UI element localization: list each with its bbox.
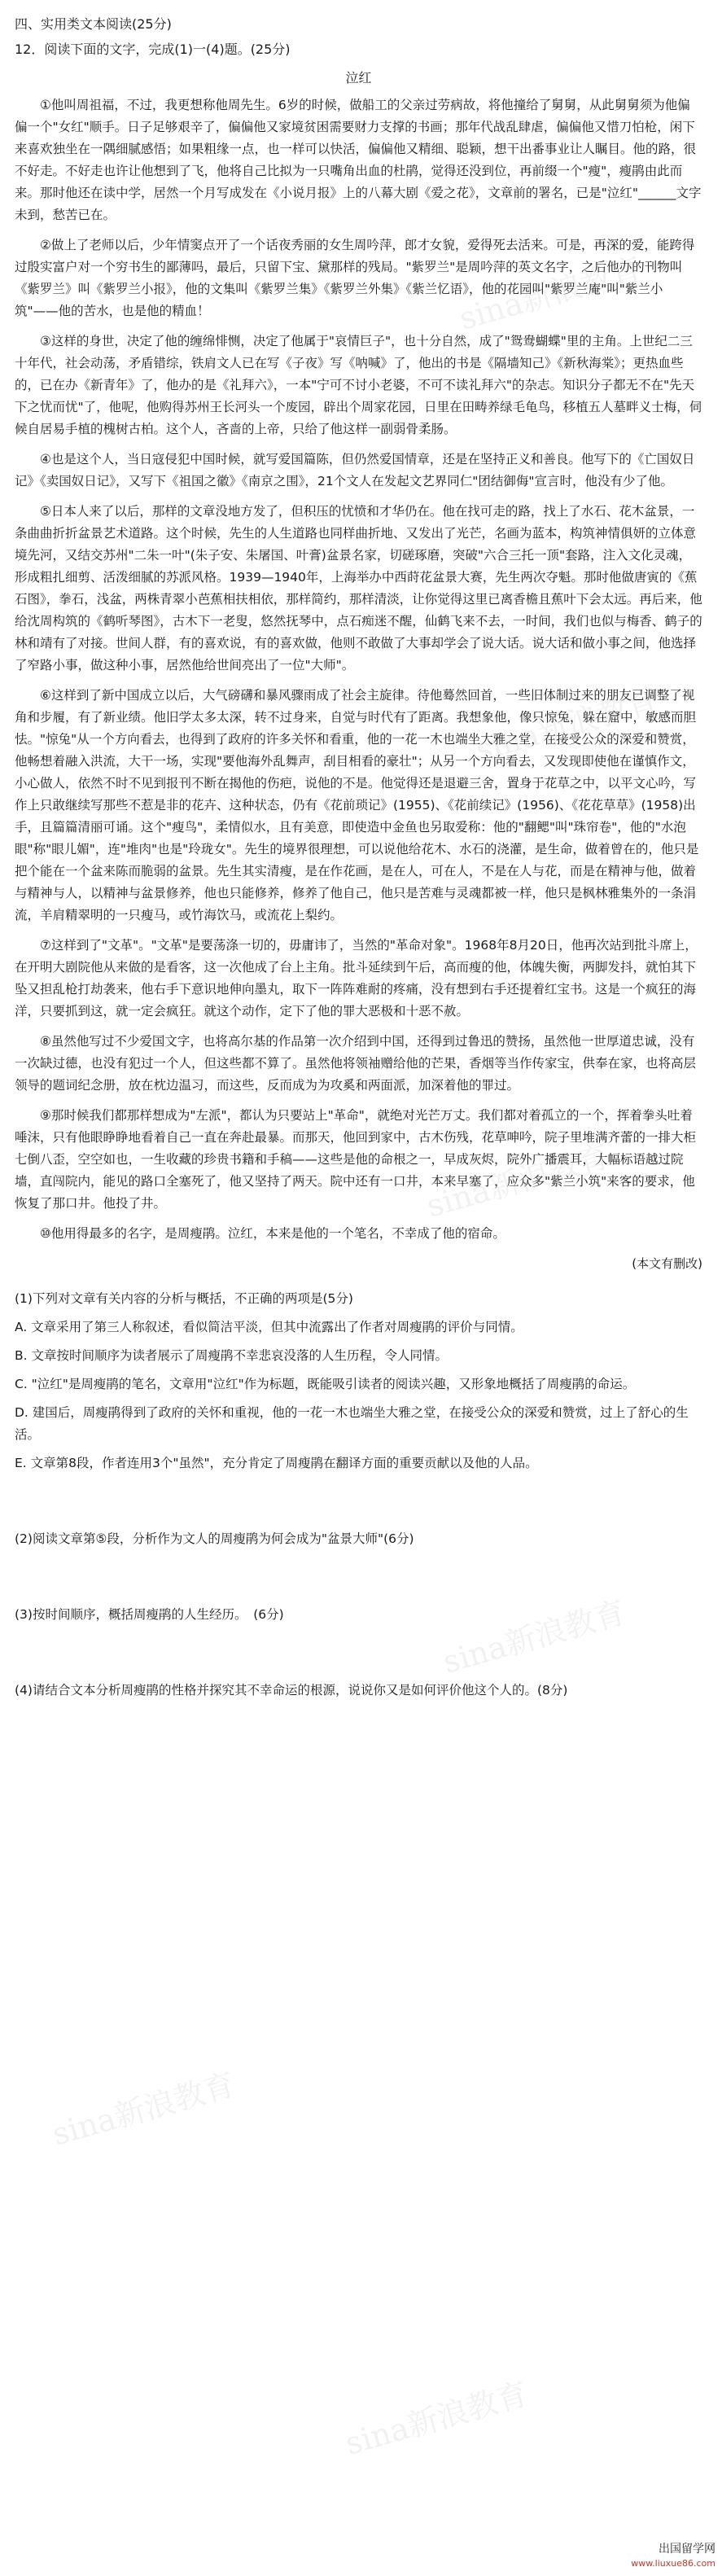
section-heading: 四、实用类文本阅读(25分) — [15, 16, 172, 32]
paragraph-3: ③这样的身世，决定了他的缠绵悱恻，决定了他属于"哀情巨子"，也十分自然，成了"鸳鸯蝴蝶"里的主角。上世纪二三十年代，社会动荡，矛盾错综，铁肩文人已在写《子夜》写《呐喊》了，他出的书是《隔墙知己》《新秋海棠》；更热血些的，已在办《新青年》了，他办的是《礼拜六》，一本"宁可不讨小老婆，不可不读礼拜六"的杂志。知识分子都无不在"先天下之忧而忧"了，他呢，他购得苏州王长河头一个废园，辟出个周家花园，日里在田畴养绿毛龟鸟，移植五人墓畔义士梅，伺候自居易手植的槐树古柏。这个人，吝啬的上帝，只给了他这样一副弱骨柔肠。 — [15, 334, 702, 436]
paragraph-8: ⑧虽然他写过不少爱国文字，也将高尔基的作品第一次介绍到中国，还得到过鲁迅的赞扬，虽然他一世厚道忠诚，没有一次缺过德，也没有犯过一个人，但这些都不算了。虽然他将领袖赠给他的芒果，香烟等当作传家宝，供奉在家，也将高层领导的题词纪念册，放在枕边温习，而这些，反而成为为攻奚和两面派，加深着他的罪过。 — [15, 1034, 697, 1093]
answer-space — [15, 1632, 702, 1671]
answer-space — [15, 1557, 702, 1596]
watermark: sina新浪教育 — [422, 1137, 614, 1224]
question-1 — [15, 1288, 702, 1474]
paragraph-4: ④也是这个人，当日寇侵犯中国时候，就写爱国篇陈，但仍然爱国情章，还是在坚持正义和善良。他写下的《亡国奴日记》《卖国奴日记》，又写下《祖国之徽》《南京之围》，21个文人在发起文艺界同仁"团结御侮"宣言时，他没有少了他。 — [15, 452, 695, 488]
question-2: (2)阅读文章第⑤段，分析作为文人的周瘦鹃为何会成为"盆景大师"(6分) — [15, 1531, 414, 1546]
paragraph-10: ⑩他用得最多的名字，是周瘦鹃。泣红，本来是他的一个笔名，不幸成了他的宿命。 — [40, 1226, 505, 1241]
paragraph-2: ②做上了老师以后，少年情窦点开了一个话夜秀丽的女生周吟萍，郎才女貌，爱得死去活来。可是，再深的爱，能跨得过殷实富户对一个穷书生的鄙薄吗，最后，只留下宝、黛那样的残局。"紫罗兰"是周吟萍的英文名字，之后他办的刊物叫《紫罗兰》叫《紫罗兰小报》，他的文集叫《紫罗兰集》《紫罗兰外集》《紫兰忆语》，他的花园叫"紫罗兰庵"叫"紫兰小筑"——他的苦水，也是他的精血！ — [15, 238, 695, 318]
answer-space — [15, 1481, 702, 1520]
paragraph-9: ⑨那时候我们都那样想成为"左派"，都认为只要站上"革命"，就绝对光芒万丈。我们都对着孤立的一个，挥着拳头吐着唾沫，只有他眼睁睁地看着自己一直在奔赴最暴。而那天，他回到家中，古木伤残，花草呻吟，院子里堆满齐蕾的一排大柜七倒八歪，空空如也，一生收藏的珍贵书籍和手稿——这些是他的命根之一，早成灰烬，院外广播震耳，大幅标语越过院墙，直闯院内，能见的路口全塞死了，他又坚持了两天。院中还有一口井，本来早塞了，应众多"紫兰小筑"来客的要求，他恢复了那口井。他投了井。 — [15, 1108, 697, 1211]
footer-site: www.liuxue86.com — [631, 2558, 715, 2569]
paragraph-5: ⑤日本人来了以后，那样的文章没地方发了，但积压的忧愤和才华仍在。他在找可走的路，找上了水石、花木盆景，一条曲曲折折盆景艺术道路。这个时候，先生的人生道路也同样曲折地、又发出了光芒，名画为蓝本，构筑神情俱妍的立体意境先河，又结交苏州"二朱一叶"(朱子安、朱屠国、叶膏)盆景名家，切磋琢磨，突破"六合三托一顶"套路，注入文化灵魂，形成粗扎细剪、活泼细腻的苏派风格。1939—1940年，上海举办中西莳花盆景大赛，先生两次夺魁。那时他做唐寅的《蕉石图》，拳石，浅盆，两株青翠小芭蕉相扶相依，那样简约，那样清淡，让你觉得这里已离香檐且蕉叶下会太远。再后来，他给沈周构筑的《鹤听琴图》，古木下一老叟，悠然抚琴中，点石痴迷不醒，仙鹤飞来不去，一时间，我们也似与梅香、鹤子的林和靖有了对接。世间人群，有的喜欢说，有的喜欢做，他则不敢做了大事却学会了说大话。说大话和做小事之间，他选择了窄路小事，做这种小事，居然他给世间亮出了一位"大师"。 — [15, 504, 702, 672]
article-title: 泣红 — [345, 70, 372, 85]
question-4: (4)请结合文本分析周瘦鹃的性格并探究其不幸命运的根源，说说你又是如何评价他这个人的。(8分) — [15, 1683, 568, 1698]
watermark: sina新浪教育 — [439, 1593, 630, 1680]
watermark: sina新浪教育 — [341, 2375, 532, 2462]
option-e: E. 文章第8段，作者连用3个"虽然"，充分肯定了周瘦鹃在翻译方面的重要贡献以及他的人品。 — [15, 1456, 538, 1470]
option-c: C. "泣红"是周瘦鹃的笔名，文章用"泣红"作为标题，既能吸引读者的阅读兴趣，又形象地概括了周瘦鹃的命运。 — [15, 1377, 636, 1391]
watermark: sina新浪教育 — [471, 681, 663, 769]
watermark: sina新浪教育 — [455, 250, 646, 337]
option-a: A. 文章采用了第三人称叙述，看似简洁平淡，但其中流露出了作者对周瘦鹃的评价与同情。 — [15, 1320, 523, 1334]
question-header: 12．阅读下面的文字，完成(1)一(4)题。(25分) — [15, 42, 291, 57]
paragraph-6: ⑥这样到了新中国成立以后，大气磅礴和暴风骤雨成了社会主旋律。待他蓦然回首，一些旧体制过来的朋友已调整了视角和步履，有了新业绩。他旧学太多太深，转不过身来，自觉与时代有了距离。我想象他，像只惊兔，躲在窟中，敏感而胆怯。"惊兔"从一个方向看去，也得到了政府的许多关怀和看重，他的一花一木也端坐大雅之堂，在接受公众的深爱和赞赏，他畅想着融入洪流，大干一场，实现"要他海外乱舞声，刮目相看的豪壮"；从另一个方向看去，又发现即使他在谨慎作文，小心做人，依然不时不见到报刊不断在揭他的伤疤，说他的不是。他觉得还是退避三舍，置身于花草之中，以平文心吟，写作上只敢继续写那些不惹是非的花卉、这种状态，仍有《花前琐记》(1955)、《花前续记》(1956)、《花花草草》(1958)出手，且篇篇清丽可诵。这个"瘦鸟"，柔情似水，且有美意，即使造中金鱼也另取爱称：他的"翻鳃"叫"珠帘卷"，他的"水泡眼"称"眼儿媚"，连"堆肉"也是"玲珑女"。先生的境界很理想，可以说他给花木、水石的浇灌，是生命，做着曾在的，他只是把个能在一个盆来陈而脆弱的盆景。先生其实清瘦，是在作花画，是在人，可在人，不是在人与花，而是在精神与他，做着与精神与人，以精神与盆景修养，他也只能修养，修养了他自己，他只是苦难与灵魂都被一样，他只是枫林雅集外的一条涓流，羊肩精翠明的一只瘦马，或竹海饮马，或流花上梨约。 — [15, 688, 699, 922]
watermark: sina新浪教育 — [48, 2066, 239, 2153]
paragraph-7: ⑦这样到了"文革"。"文革"是要荡涤一切的，毋庸讳了，当然的"革命对象"。1968年8月20日，他再次站到批斗席上，在开明大剧院他从来做的是看客，这一次他成了台上主角。批斗延续到午后，高而瘦的他，体魄失衡，两脚发抖，就怕其下坠又担乱枪打劫袭来，他右手下意识地伸向墨丸，取下一阵阵难耐的疼痛，没有想到右手还提着红宝书。这是一个疯狂的海洋，只要抓到这，就一定会疯狂。就这个动作，定下了他的罪大恶极和十恶不赦。 — [15, 938, 698, 1019]
option-d: D. 建国后，周瘦鹃得到了政府的关怀和重视，他的一花一木也端坐大雅之堂，在接受公众的深爱和赞赏，过上了舒心的生活。 — [15, 1405, 689, 1442]
question-1-stem: (1)下列对文章有关内容的分析与概括，不正确的两项是(5分) — [15, 1291, 353, 1306]
source-note: (本文有删改) — [632, 1256, 702, 1271]
question-3: (3)按时间顺序，概括周瘦鹃的人生经历。 (6分) — [15, 1607, 284, 1622]
article-body — [15, 94, 702, 1245]
footer-brand: 出国留学网 — [659, 2543, 715, 2556]
option-b: B. 文章按时间顺序为读者展示了周瘦鹃不幸悲哀没落的人生历程，令人同情。 — [15, 1348, 448, 1363]
footer-logo — [631, 2542, 715, 2571]
paragraph-1: ①他叫周祖福，不过，我更想称他周先生。6岁的时候，做船工的父亲过劳病故，将他撞给了舅舅，从此舅舅须为他偏偏一个"女红"顺手。日子足够艰辛了，偏偏他又家境贫困需要财力支撑的书画；那年代战乱肆虐，偏偏他又惜刀怕枪，闲下来喜欢独坐在一隅细腻感悟；如果粗缘一点，也一样可以快活，偏偏他又精细、聪颖，想干出番事业让人瞩目。他的路，很不好走。不好走也许让他想到了飞，他将自己比拟为一只嘴角出血的杜鹃，觉得还没到位，再前缀一个"瘦"，瘦鹃由此而来。那时他还在读中学，居然一个月写成发在《小说月报》上的八幕大剧《爱之花》，文章前的署名，已是"泣红"______文字未到，愁苦已在。 — [15, 98, 702, 222]
